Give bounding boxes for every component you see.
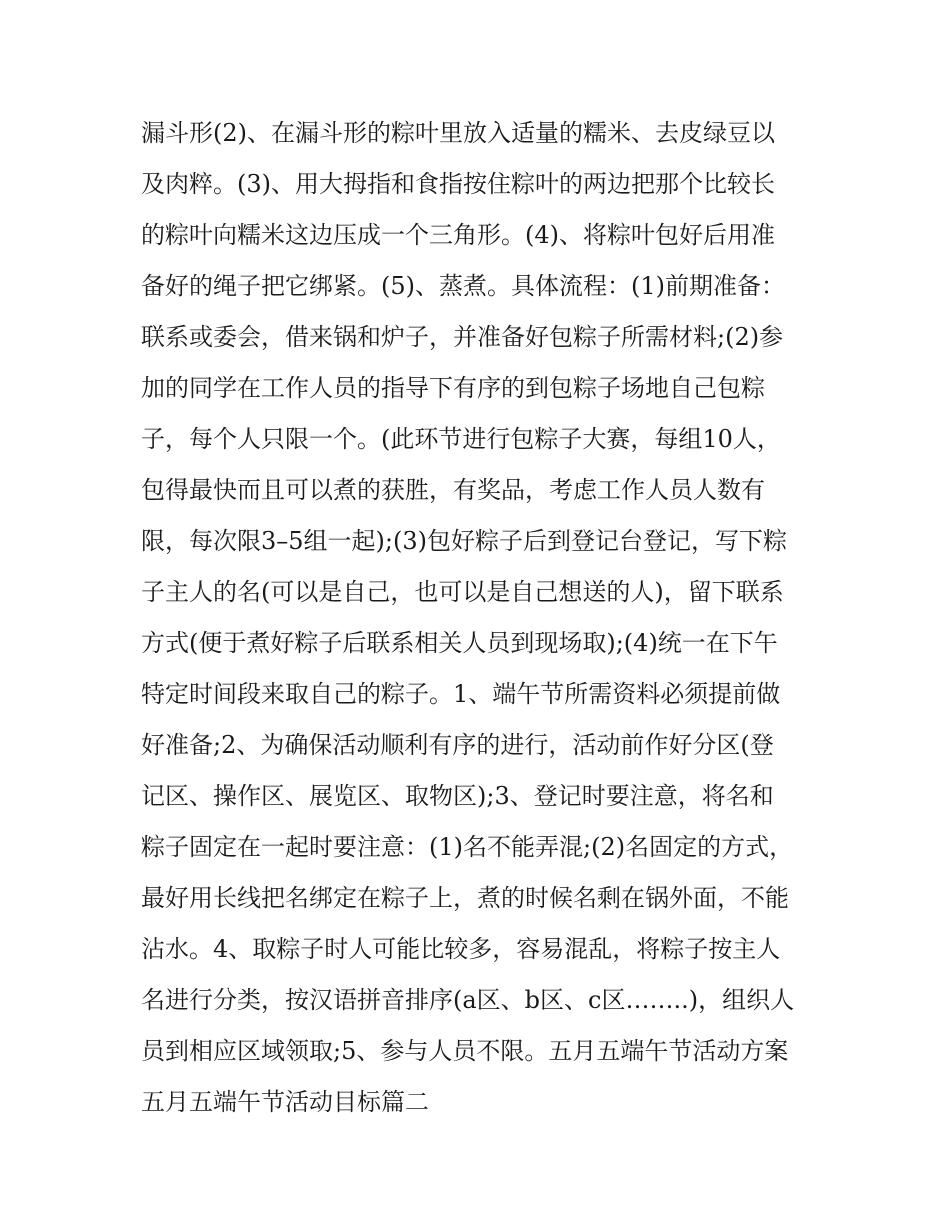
text-line-17: 沾水。4、取粽子时人可能比较多，容易混乱，将粽子按主人	[141, 935, 781, 963]
text-line-5: 联系或委会，借来锅和炉子，并准备好包粽子所需材料;(2)参	[141, 323, 784, 351]
text-line-20: 五月五端午节活动目标篇二	[141, 1088, 429, 1116]
body-text	[141, 108, 821, 1128]
text-line-10: 子主人的名(可以是自己，也可以是自己想送的人)，留下联系	[141, 578, 784, 606]
text-line-15: 粽子固定在一起时要注意：(1)名不能弄混;(2)名固定的方式，	[141, 833, 794, 861]
text-line-13: 好准备;2、为确保活动顺利有序的进行，活动前作好分区(登	[141, 731, 774, 759]
text-line-2: 及肉粹。(3)、用大拇指和食指按住粽叶的两边把那个比较长	[141, 170, 775, 198]
text-line-12: 特定时间段来取自己的粽子。1、端午节所需资料必须提前做	[141, 680, 781, 708]
text-line-16: 最好用长线把名绑定在粽子上，煮的时候名剩在锅外面，不能	[141, 884, 789, 912]
text-line-1: 漏斗形(2)、在漏斗形的粽叶里放入适量的糯米、去皮绿豆以	[141, 119, 775, 147]
text-line-18: 名进行分类，按汉语拼音排序(a区、b区、c区……..)，组织人	[141, 986, 795, 1014]
text-line-14: 记区、操作区、展览区、取物区);3、登记时要注意，将名和	[141, 782, 774, 810]
text-line-4: 备好的绳子把它绑紧。(5)、蒸煮。具体流程：(1)前期准备：	[141, 272, 785, 300]
text-line-19: 员到相应区域领取;5、参与人员不限。五月五端午节活动方案	[141, 1037, 789, 1065]
text-line-3: 的粽叶向糯米这边压成一个三角形。(4)、将粽叶包好后用准	[141, 221, 775, 249]
text-line-11: 方式(便于煮好粽子后联系相关人员到现场取);(4)统一在下午	[141, 629, 778, 657]
text-line-6: 加的同学在工作人员的指导下有序的到包粽子场地自己包粽	[141, 374, 765, 402]
text-line-8: 包得最快而且可以煮的获胜，有奖品，考虑工作人员人数有	[141, 476, 765, 504]
text-line-7: 子，每个人只限一个。(此环节进行包粽子大赛，每组10人，	[141, 425, 781, 453]
text-line-9: 限，每次限3–5组一起);(3)包好粽子后到登记台登记，写下粽	[141, 527, 787, 555]
